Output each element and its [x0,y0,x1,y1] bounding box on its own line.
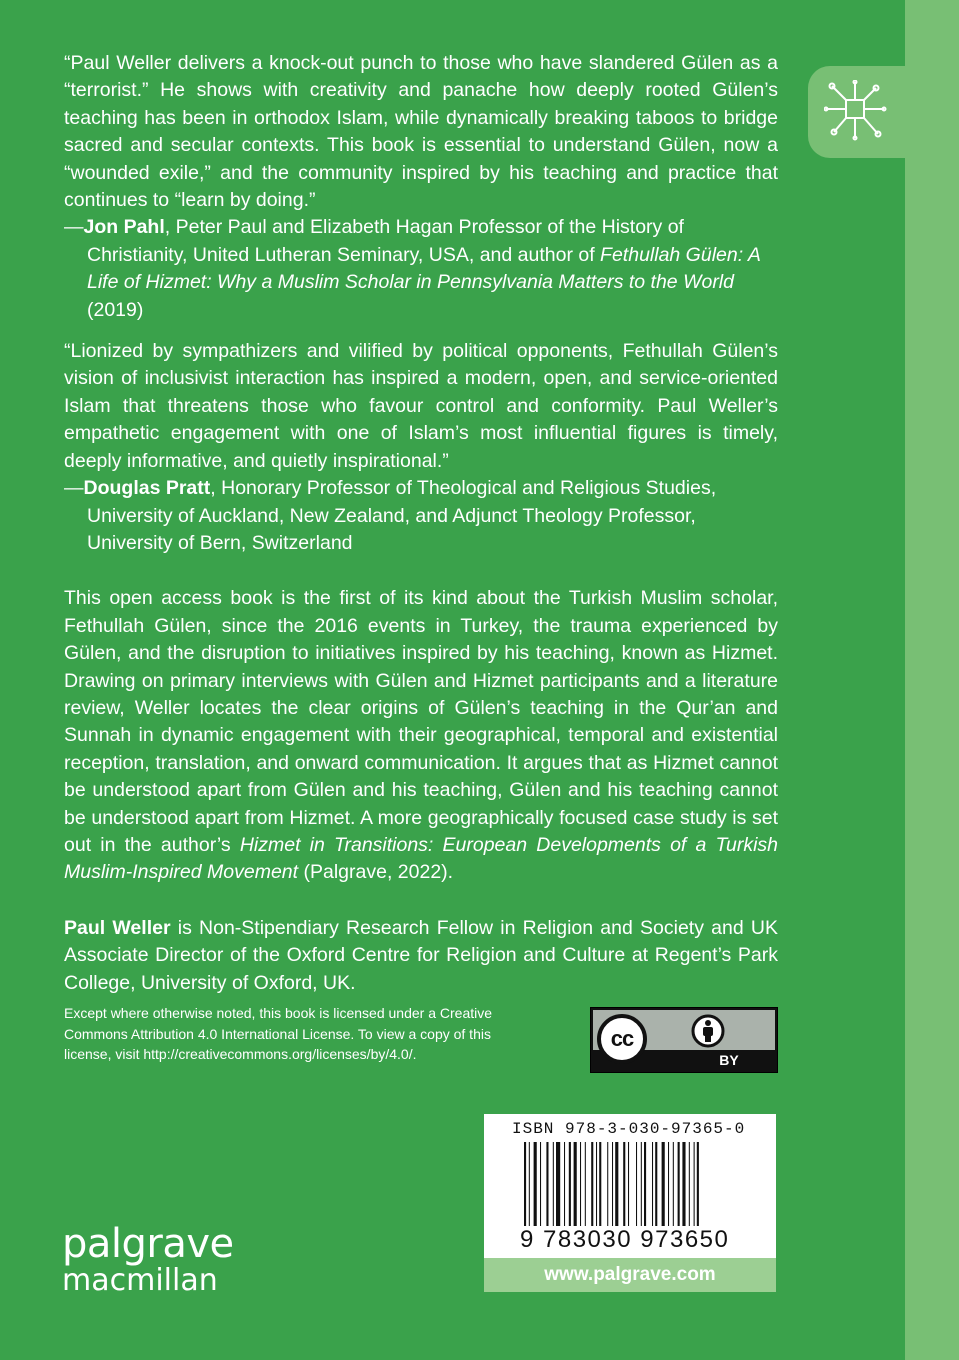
publisher-logo [62,1221,234,1298]
book-description: This open access book is the first of its kind about the Turkish Muslim scholar, Fethullah Gülen, since the 2016 events in Turkey, the trauma experienced by Gülen, and the disruption to initiatives inspired by his teaching, known as Hizmet. Drawing on primary interviews with Gülen and Hizmet participants and a literature review, Weller locates the clear origins of Gülen’s teaching in the Qur’an and Sunnah in dynamic engagement with their geographical, temporal and existential reception, translation, and onward communication. It argues that as Hizmet cannot be understood apart from Gülen and his teaching, Gülen and his teaching cannot be understood apart from Hizmet. A more geographically focused case study is set out in the author’s Hizmet in Transitions: European Developments of a Turkish Muslim-Inspired Movement (Palgrave, 2022). [64,587,779,884]
barcode-bar [689,1142,690,1238]
barcode-bar [652,1142,653,1238]
back-cover-text [64,50,778,997]
barcode-bar [524,1142,526,1238]
barcode-bar [612,1142,613,1238]
publisher-logo-line2: macmillan [62,1263,218,1298]
by-label: BY [683,1050,775,1070]
barcode-bar [678,1142,680,1238]
barcode-bar [569,1142,571,1238]
barcode-bar [682,1142,685,1238]
barcode-bar [694,1142,695,1238]
barcode-bar [662,1142,665,1238]
network-node-icon [824,80,888,142]
barcode-digits: 9 783030 973650 [520,1226,730,1253]
publisher-logo-line1: palgrave [62,1221,234,1267]
logo-badge [808,66,905,158]
barcode-bar [599,1142,601,1238]
barcode-bar [574,1142,577,1238]
attribution-person-icon [691,1014,725,1048]
spine [905,0,959,1360]
endorser-name: Douglas Pratt [83,477,211,500]
barcode-bar [596,1142,597,1238]
cc-icon: cc [597,1014,647,1064]
barcode-bar [644,1142,646,1238]
barcode-bar [636,1142,637,1238]
endorser-book-title: Fethullah Gülen: A Life of Hizmet: Why a Muslim Scholar in Pennsylvania Matters to the World [87,243,761,294]
barcode-bar [529,1142,530,1238]
endorsement-quote-2: “Lionized by sympathizers and vilified by political opponents, Fethullah Gülen’s vision of inclusivist interaction has inspired a modern, open, and service-oriented Islam that threatens those who favour control and conformity. Paul Weller’s empathetic engagement with one of Islam’s most influential figures is timely, deeply informative, and quietly inspirational.” [64,340,778,472]
barcode-bar [668,1142,669,1238]
barcode-bar [580,1142,581,1238]
barcode-bar [615,1142,618,1238]
barcode-bar [697,1142,699,1238]
barcode-bar [556,1142,560,1238]
barcode-bar [534,1142,537,1238]
publisher-url[interactable]: www.palgrave.com [484,1258,776,1292]
barcode-bar [546,1142,548,1238]
endorser-name: Jon Pahl [83,216,165,239]
barcode-bar [540,1142,541,1238]
license-notice: Except where otherwise noted, this book is licensed under a Creative Commons Attribution 4.0 International License. To view a copy of this license, visit http://creativecommons.org/licenses/by/4.0/. [64,1005,493,1062]
endorsement-attribution-1: —Jon Pahl, Peter Paul and Elizabeth Hagan Professor of the History of Christianity, United Lutheran Seminary, USA, and author of Fethullah Gülen: A Life of Hizmet: Why a Muslim Scholar in Pennsylvania Matters to the World (2019) [64,216,761,321]
endorsement-quote-1: “Paul Weller delivers a knock-out punch to those who have slandered Gülen as a “terrorist.” He shows with creativity and panache how deeply rooted Gülen’s teaching has been in orthodox Islam, while dynamically breaking taboos to bridge sacred and secular contexts. This book is essential to understand Gülen, now a “wounded exile,” and the community inspired by his teaching and practice that continues to “learn by doing.” [64,52,778,212]
related-book-title: Hizmet in Transitions: European Developments of a Turkish Muslim-Inspired Movement [64,833,779,884]
barcode-bars [524,1142,738,1238]
author-bio: Paul Weller is Non-Stipendiary Research Fellow in Religion and Society and UK Associate Director of the Oxford Centre for Religion and Culture at Regent’s Park College, University of Oxford, UK. [64,916,778,994]
barcode-bar [564,1142,565,1238]
barcode-bar [641,1142,642,1238]
barcode-bar [623,1142,625,1238]
cc-by-badge[interactable] [590,1007,778,1073]
barcode-bar [673,1142,674,1238]
isbn-barcode [484,1114,776,1258]
barcode-bar [591,1142,593,1238]
barcode-bar [655,1142,657,1238]
barcode-bar [553,1142,554,1238]
author-name: Paul Weller [64,916,171,939]
barcode-bar [628,1142,629,1238]
barcode-bar [585,1142,586,1238]
barcode-bar [607,1142,608,1238]
endorsement-attribution-2: —Douglas Pratt, Honorary Professor of Theological and Religious Studies, University of Auckland, New Zealand, and Adjunct Theology Professor, University of Bern, Switzerland [64,477,717,554]
isbn-label: ISBN 978-3-030-97365-0 [512,1120,746,1138]
